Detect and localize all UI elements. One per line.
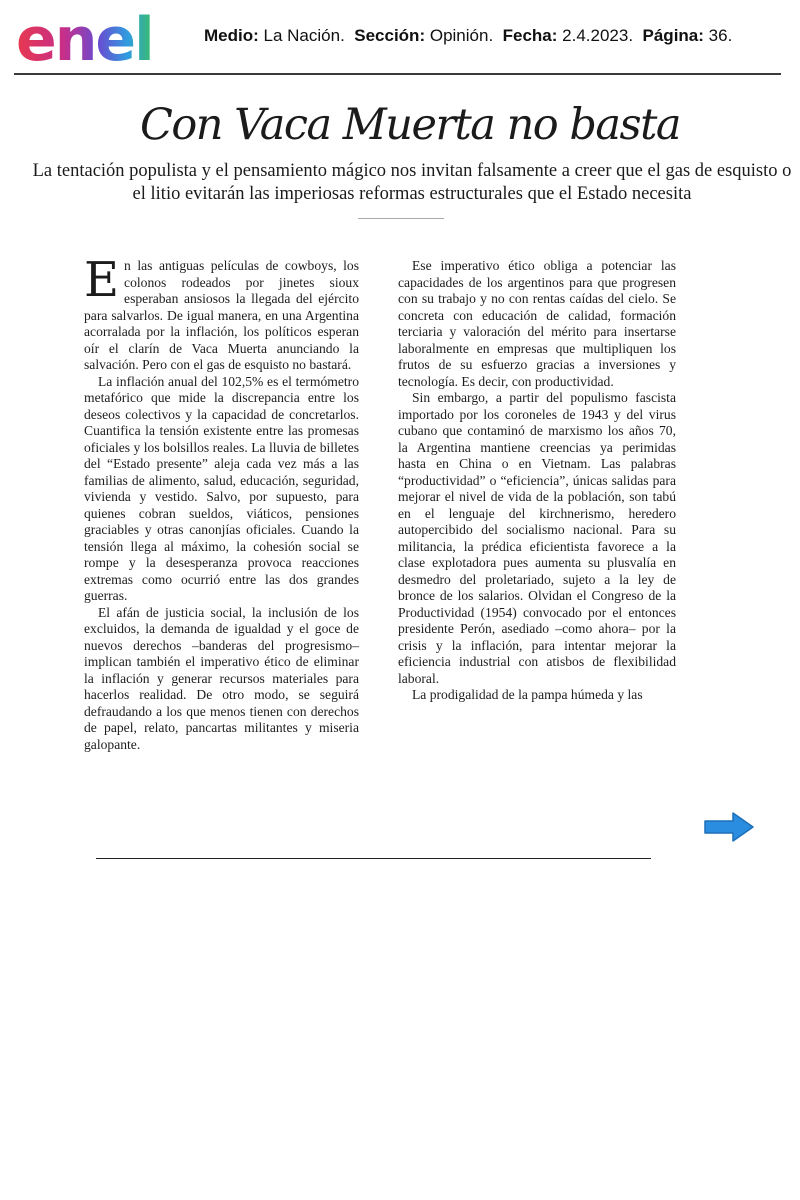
paragraph: Ese imperativo ético obliga a potenciar las capacidades de los argentinos para que progresen con su trabajo y no con rentas caídas del cielo. Se concreta con educación de calidad, formación terciaria y valoración del mérito para insertarse laboralmente en empresas que multipliquen los frutos de su esfuerzo gracias a inversiones y tecnología. Es decir, con productividad. (398, 258, 676, 389)
pagina-label: Página: (642, 26, 704, 45)
paragraph: Sin embargo, a partir del populismo fascista importado por los coroneles de 1943 y del virus cubano que contaminó de marxismo los años 70, la Argentina mantiene creencias ya perimidas hasta en China o en Vietnam. Las palabras “productividad” o “eficiencia”, únicas salidas para mejorar el nivel de vida de la población, son tabú en el lenguaje del kirchnerismo, heredero autopercibido del socialismo nacional. Para su militancia, la prédica eficientista favorece a la clase explotadora pues aumenta su plusvalía en desmedro del proletariado, sujeto a la ley de bronce de los salarios. Olvidan el Congreso de la Productividad (1954) convocado por el entonces presidente Perón, asediado –como ahora– por la crisis y la inflación, para intentar mejorar la eficiencia industrial con atisbos de flexibilidad laboral. (398, 390, 676, 686)
seccion-label: Sección: (354, 26, 426, 45)
paragraph: La inflación anual del 102,5% es el termómetro metafórico que mide la discrepancia entre los deseos colectivos y la capacidad de concretarlos. Cuantifica la tensión existente entre las promesas oficiales y los bolsillos reales. La lluvia de billetes del “Estado presente” aleja cada vez más a las familias de alimento, salud, educación, seguridad, vivienda y vestido. Salvo, por supuesto, para quienes cobran sueldos, viáticos, pensiones graciables y otras canonjías oficiales. Cuando la tensión llega al máximo, la cohesión social se rompe y la desesperanza provoca reacciones extremas como ocurrió entre las dos grandes guerras. (84, 373, 359, 603)
article-column-left (84, 252, 359, 753)
medio-label: Medio: (204, 26, 259, 45)
fecha-value: 2.4.2023. (562, 26, 634, 45)
drop-cap: E (84, 252, 120, 308)
paragraph: La prodigalidad de la pampa húmeda y las (412, 687, 643, 702)
medio-value: La Nación. (263, 26, 345, 45)
footer-divider (96, 858, 651, 859)
logo-text: enel (16, 5, 153, 68)
clipping-header (0, 0, 800, 75)
enel-logo (14, 4, 180, 68)
article-clipping (32, 92, 792, 792)
arrow-right-icon[interactable] (703, 810, 755, 844)
article-subtitle: La tentación populista y el pensamiento mágico nos invitan falsamente a creer que el gas de esquisto o el litio evitarán las imperiosas reformas estructurales que el Estado necesita (32, 161, 792, 204)
fecha-label: Fecha: (502, 26, 558, 45)
article-title: Con Vaca Muerta no basta (140, 100, 680, 150)
paragraph: En las antiguas películas de cowboys, los colonos rodeados por jinetes sioux esperaban ansiosos la llegada del ejército para salvarlos. De igual manera, en una Argentina acorralada por la inflación, los políticos esperan oír el clarín de Vaca Muerta anunciando la salvación. Pero con el gas de esquisto no bastará. (84, 252, 359, 372)
header-divider (14, 73, 781, 75)
clipping-metadata (204, 26, 732, 46)
article-column-right (398, 258, 676, 704)
paragraph: El afán de justicia social, la inclusión de los excluidos, la demanda de igualdad y el goce de nuevos derechos –banderas del progresismo– implican también el imperativo ético de eliminar la inflación y generar recursos materiales para hacerlos realidad. De otro modo, se seguirá defraudando a los que menos tienen con derechos de papel, relato, pancartas militantes y miseria galopante. (84, 604, 359, 752)
seccion-value: Opinión. (429, 26, 494, 45)
pagina-value: 36. (708, 26, 733, 45)
subtitle-divider (358, 218, 444, 219)
